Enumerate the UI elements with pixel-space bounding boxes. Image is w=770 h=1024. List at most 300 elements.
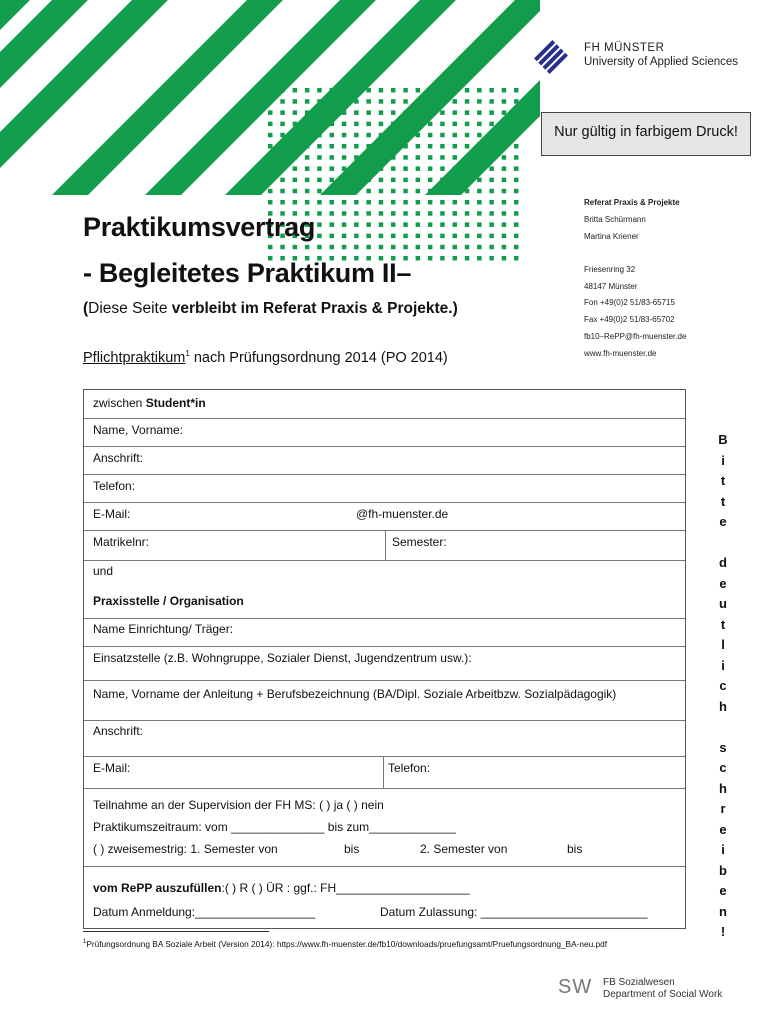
decorative-dot bbox=[465, 110, 470, 115]
field-telefon-praxis[interactable]: Telefon: bbox=[388, 761, 431, 775]
field-anschrift-praxis[interactable]: Anschrift: bbox=[93, 724, 144, 738]
decorative-dot bbox=[280, 122, 285, 127]
decorative-dot bbox=[453, 256, 458, 261]
decorative-dot bbox=[403, 211, 408, 216]
decorative-dot bbox=[293, 200, 298, 205]
contact-name2: Martina Kriener bbox=[584, 232, 639, 241]
decorative-dot bbox=[268, 144, 273, 149]
decorative-dot bbox=[305, 166, 310, 171]
decorative-dot bbox=[366, 166, 371, 171]
contact-heading: Referat Praxis & Projekte bbox=[584, 198, 680, 207]
decorative-dot bbox=[403, 166, 408, 171]
decorative-dot bbox=[391, 144, 396, 149]
zweisemestrig-second: 2. Semester von bbox=[420, 842, 508, 856]
decorative-dot bbox=[317, 189, 322, 194]
decorative-dot bbox=[416, 133, 421, 138]
decorative-dot bbox=[280, 245, 285, 250]
decorative-dot bbox=[391, 166, 396, 171]
decorative-dot bbox=[416, 234, 421, 239]
decorative-dot bbox=[440, 245, 445, 250]
decorative-dot bbox=[391, 211, 396, 216]
field-anleitung[interactable]: Name, Vorname der Anleitung + Berufsbezeichnung (BA/Dipl. Soziale Arbeitbzw. Sozialpädagogik) bbox=[93, 687, 617, 701]
decorative-dot bbox=[440, 144, 445, 149]
contact-street: Friesenring 32 bbox=[584, 265, 636, 274]
decorative-dot bbox=[428, 256, 433, 261]
decorative-dot bbox=[391, 178, 396, 183]
decorative-dot bbox=[477, 200, 482, 205]
decorative-dot bbox=[465, 144, 470, 149]
decorative-dot bbox=[293, 133, 298, 138]
decorative-dot bbox=[428, 200, 433, 205]
pflicht-label: Pflichtpraktikum bbox=[83, 349, 186, 366]
decorative-dot bbox=[502, 99, 507, 104]
decorative-dot bbox=[440, 189, 445, 194]
decorative-dot bbox=[280, 189, 285, 194]
decorative-dot bbox=[514, 88, 519, 93]
decorative-dot bbox=[280, 155, 285, 160]
decorative-dot bbox=[465, 88, 470, 93]
decorative-dot bbox=[428, 234, 433, 239]
decorative-dot bbox=[305, 88, 310, 93]
decorative-dot bbox=[489, 222, 494, 227]
decorative-dot bbox=[477, 133, 482, 138]
decorative-dot bbox=[342, 211, 347, 216]
decorative-dot bbox=[453, 189, 458, 194]
decorative-dot bbox=[268, 200, 273, 205]
decorative-dot bbox=[354, 245, 359, 250]
decorative-dot bbox=[330, 222, 335, 227]
decorative-dot bbox=[514, 178, 519, 183]
decorative-dot bbox=[489, 122, 494, 127]
contact-phone: Fon +49(0)2 51/83-65715 bbox=[584, 298, 675, 307]
decorative-dot bbox=[465, 155, 470, 160]
footnote bbox=[83, 939, 607, 949]
color-print-notice: Nur gültig in farbigem Druck! bbox=[541, 112, 751, 156]
decorative-dot bbox=[428, 245, 433, 250]
decorative-dot bbox=[268, 99, 273, 104]
vertical-letter: ! bbox=[720, 924, 726, 939]
decorative-dot bbox=[465, 133, 470, 138]
decorative-dot bbox=[416, 88, 421, 93]
pflicht-rest: nach Prüfungsordnung 2014 (PO 2014) bbox=[189, 349, 448, 366]
decorative-dot bbox=[502, 88, 507, 93]
decorative-dot bbox=[403, 200, 408, 205]
decorative-dot bbox=[428, 88, 433, 93]
decorative-dot bbox=[489, 200, 494, 205]
decorative-dot bbox=[514, 166, 519, 171]
decorative-dot bbox=[477, 245, 482, 250]
decorative-dot bbox=[293, 189, 298, 194]
zwischen-label bbox=[93, 396, 206, 410]
decorative-dot bbox=[440, 234, 445, 239]
praxisstelle-heading: Praxisstelle / Organisation bbox=[93, 594, 244, 608]
decorative-dot bbox=[379, 166, 384, 171]
decorative-dot bbox=[489, 234, 494, 239]
pflicht-line bbox=[83, 349, 448, 366]
decorative-dot bbox=[366, 178, 371, 183]
decorative-dot bbox=[317, 99, 322, 104]
decorative-dot bbox=[440, 99, 445, 104]
decorative-dot bbox=[489, 99, 494, 104]
repp-options[interactable]: :( ) R ( ) ÜR : ggf.: FH____________________ bbox=[221, 881, 470, 895]
decorative-dot bbox=[403, 144, 408, 149]
decorative-dot bbox=[379, 133, 384, 138]
decorative-dot bbox=[342, 99, 347, 104]
decorative-dot bbox=[489, 133, 494, 138]
decorative-dot bbox=[514, 144, 519, 149]
decorative-dot bbox=[293, 122, 298, 127]
decorative-dot bbox=[453, 110, 458, 115]
decorative-dot bbox=[453, 200, 458, 205]
datum-anmeldung[interactable]: Datum Anmeldung:__________________ bbox=[93, 905, 316, 919]
document-subtitle: - Begleitetes Praktikum II– bbox=[83, 258, 412, 288]
vertical-letter: e bbox=[719, 883, 727, 898]
decorative-dot bbox=[379, 200, 384, 205]
decorative-dot bbox=[416, 99, 421, 104]
vertical-letter: e bbox=[719, 575, 727, 591]
decorative-dot bbox=[379, 144, 384, 149]
decorative-dot bbox=[440, 155, 445, 160]
decorative-dot bbox=[428, 222, 433, 227]
decorative-dot bbox=[453, 88, 458, 93]
document-title: Praktikumsvertrag bbox=[83, 212, 316, 242]
decorative-dot bbox=[489, 88, 494, 93]
decorative-dot bbox=[391, 155, 396, 160]
decorative-dot bbox=[391, 200, 396, 205]
vertical-letter: i bbox=[721, 452, 725, 468]
decorative-dot bbox=[416, 122, 421, 127]
decorative-dot bbox=[366, 234, 371, 239]
decorative-dot bbox=[354, 234, 359, 239]
decorative-dot bbox=[477, 99, 482, 104]
decorative-dot bbox=[391, 99, 396, 104]
vertical-letter: t bbox=[720, 493, 726, 509]
decorative-dot bbox=[342, 88, 347, 93]
decorative-dot bbox=[428, 133, 433, 138]
decorative-dot bbox=[330, 211, 335, 216]
decorative-dot bbox=[440, 88, 445, 93]
decorative-dot bbox=[379, 99, 384, 104]
decorative-dot bbox=[465, 245, 470, 250]
decorative-dot bbox=[453, 222, 458, 227]
repp-label: vom RePP auszufüllen bbox=[93, 881, 222, 895]
decorative-dot bbox=[477, 234, 482, 239]
field-einsatzstelle[interactable]: Einsatzstelle (z.B. Wohngruppe, Sozialer Dienst, Jugendzentrum usw.): bbox=[93, 651, 472, 665]
vertical-letter: c bbox=[719, 678, 727, 693]
decorative-dot bbox=[379, 178, 384, 183]
decorative-dot bbox=[403, 222, 408, 227]
retention-note-normal: Diese Seite bbox=[88, 300, 172, 317]
field-email-praxis[interactable]: E-Mail: bbox=[93, 761, 131, 775]
decorative-dot bbox=[379, 155, 384, 160]
vertical-letter: i bbox=[721, 842, 725, 857]
decorative-dot bbox=[416, 189, 421, 194]
decorative-dot bbox=[403, 99, 408, 104]
supervision-line[interactable]: Teilnahme an der Supervision der FH MS: ( ) ja ( ) nein bbox=[93, 798, 384, 812]
decorative-dot bbox=[514, 155, 519, 160]
decorative-dot bbox=[342, 133, 347, 138]
decorative-dot bbox=[477, 155, 482, 160]
logo-line1: FH MÜNSTER bbox=[584, 42, 665, 54]
vertical-letter: s bbox=[719, 739, 727, 755]
field-matrikelnr[interactable]: Matrikelnr: bbox=[93, 535, 150, 549]
decorative-dot bbox=[465, 189, 470, 194]
decorative-dot bbox=[416, 178, 421, 183]
decorative-dot bbox=[391, 189, 396, 194]
vertical-letter: e bbox=[719, 514, 727, 529]
decorative-dot bbox=[403, 245, 408, 250]
decorative-dot bbox=[354, 222, 359, 227]
decorative-dot bbox=[354, 178, 359, 183]
decorative-dot bbox=[514, 99, 519, 104]
decorative-dot bbox=[489, 211, 494, 216]
decorative-dot bbox=[428, 99, 433, 104]
decorative-dot bbox=[342, 234, 347, 239]
decorative-dot bbox=[489, 245, 494, 250]
decorative-dot bbox=[354, 189, 359, 194]
decorative-dot bbox=[514, 256, 519, 261]
decorative-dot bbox=[403, 122, 408, 127]
decorative-dot bbox=[428, 178, 433, 183]
decorative-dot bbox=[416, 222, 421, 227]
decorative-dot bbox=[293, 155, 298, 160]
vertical-letter: B bbox=[718, 432, 728, 447]
decorative-dot bbox=[280, 178, 285, 183]
decorative-dot bbox=[366, 155, 371, 160]
decorative-dot bbox=[268, 155, 273, 160]
student-heading: Student*in bbox=[145, 396, 206, 410]
decorative-dot bbox=[502, 166, 507, 171]
decorative-dot bbox=[366, 110, 371, 115]
contact-email: fb10–RePP@fh-muenster.de bbox=[584, 332, 687, 341]
decorative-dot bbox=[317, 211, 322, 216]
decorative-dot bbox=[280, 99, 285, 104]
decorative-dot bbox=[502, 155, 507, 160]
decorative-dot bbox=[416, 144, 421, 149]
field-telefon[interactable]: Telefon: bbox=[93, 479, 136, 493]
decorative-dot bbox=[428, 189, 433, 194]
decorative-dot bbox=[317, 166, 322, 171]
decorative-dot bbox=[514, 189, 519, 194]
und-label: und bbox=[93, 564, 114, 578]
sw-logo-mark: SW bbox=[558, 976, 593, 998]
decorative-dot bbox=[502, 211, 507, 216]
decorative-dot bbox=[514, 234, 519, 239]
vertical-letter: u bbox=[719, 596, 727, 611]
decorative-dot bbox=[305, 110, 310, 115]
decorative-dot bbox=[366, 122, 371, 127]
decorative-dot bbox=[403, 110, 408, 115]
decorative-dot bbox=[342, 144, 347, 149]
decorative-dot bbox=[477, 222, 482, 227]
decorative-dot bbox=[354, 211, 359, 216]
decorative-dot bbox=[317, 178, 322, 183]
decorative-dot bbox=[502, 245, 507, 250]
field-email[interactable]: E-Mail: bbox=[93, 507, 131, 521]
decorative-dot bbox=[440, 178, 445, 183]
decorative-dot bbox=[268, 189, 273, 194]
decorative-dot bbox=[514, 200, 519, 205]
decorative-dot bbox=[477, 256, 482, 261]
decorative-dot bbox=[403, 189, 408, 194]
zeitraum-line[interactable]: Praktikumszeitraum: vom ______________ bis zum_____________ bbox=[93, 820, 456, 834]
decorative-dot bbox=[428, 166, 433, 171]
decorative-dot bbox=[354, 200, 359, 205]
decorative-dot bbox=[354, 133, 359, 138]
vertical-instruction bbox=[716, 430, 730, 943]
decorative-dot bbox=[342, 200, 347, 205]
decorative-dot bbox=[293, 245, 298, 250]
decorative-dot bbox=[453, 178, 458, 183]
decorative-dot bbox=[268, 245, 273, 250]
decorative-dot bbox=[465, 222, 470, 227]
field-name[interactable]: Name, Vorname: bbox=[93, 423, 184, 437]
zweisemestrig-bis1: bis bbox=[344, 842, 360, 856]
decorative-dot bbox=[330, 88, 335, 93]
decorative-dot bbox=[280, 88, 285, 93]
decorative-dot bbox=[453, 99, 458, 104]
decorative-dot bbox=[465, 200, 470, 205]
decorative-dot bbox=[514, 211, 519, 216]
decorative-dot bbox=[366, 99, 371, 104]
decorative-dot bbox=[465, 122, 470, 127]
decorative-dot bbox=[502, 178, 507, 183]
decorative-dot bbox=[416, 166, 421, 171]
decorative-dot bbox=[305, 133, 310, 138]
datum-zulassung[interactable]: Datum Zulassung: _________________________ bbox=[380, 905, 648, 919]
decorative-dot bbox=[280, 166, 285, 171]
decorative-dot bbox=[465, 99, 470, 104]
decorative-dot bbox=[502, 189, 507, 194]
decorative-dot bbox=[502, 110, 507, 115]
decorative-dot bbox=[477, 122, 482, 127]
zweisemestrig-bis2: bis bbox=[567, 842, 583, 856]
vertical-letter: t bbox=[720, 616, 726, 632]
decorative-dot bbox=[502, 144, 507, 149]
decorative-dot bbox=[317, 122, 322, 127]
decorative-dot bbox=[440, 122, 445, 127]
contact-city: 48147 Münster bbox=[584, 282, 638, 291]
decorative-dot bbox=[366, 211, 371, 216]
decorative-dot bbox=[403, 155, 408, 160]
decorative-dot bbox=[330, 122, 335, 127]
decorative-dot bbox=[305, 155, 310, 160]
decorative-dot bbox=[403, 88, 408, 93]
decorative-dot bbox=[330, 99, 335, 104]
decorative-dot bbox=[416, 245, 421, 250]
vertical-letter: h bbox=[719, 698, 727, 714]
decorative-dot bbox=[330, 144, 335, 149]
decorative-dot bbox=[293, 110, 298, 115]
decorative-dot bbox=[268, 122, 273, 127]
decorative-dot bbox=[440, 200, 445, 205]
decorative-dot bbox=[428, 110, 433, 115]
field-einrichtung[interactable]: Name Einrichtung/ Träger: bbox=[93, 622, 234, 636]
retention-note-paren: ( bbox=[83, 300, 89, 317]
decorative-dot bbox=[342, 110, 347, 115]
decorative-dot bbox=[440, 166, 445, 171]
decorative-dot bbox=[514, 110, 519, 115]
decorative-dot bbox=[366, 144, 371, 149]
decorative-dot bbox=[428, 122, 433, 127]
contract-form bbox=[83, 389, 686, 929]
decorative-dot bbox=[354, 88, 359, 93]
field-semester[interactable]: Semester: bbox=[392, 535, 447, 549]
decorative-dot bbox=[317, 144, 322, 149]
decorative-dot bbox=[330, 200, 335, 205]
decorative-dot bbox=[280, 110, 285, 115]
decorative-dot bbox=[391, 122, 396, 127]
footnote-mark: 1 bbox=[83, 939, 87, 946]
decorative-dot bbox=[477, 211, 482, 216]
vertical-letter: b bbox=[719, 862, 727, 878]
decorative-dot bbox=[330, 189, 335, 194]
decorative-dot bbox=[317, 88, 322, 93]
decorative-dot bbox=[268, 166, 273, 171]
decorative-dot bbox=[440, 256, 445, 261]
decorative-dot bbox=[416, 155, 421, 160]
logo-line2: University of Applied Sciences bbox=[584, 56, 739, 68]
decorative-dot bbox=[453, 166, 458, 171]
vertical-letter: n bbox=[719, 903, 727, 919]
decorative-dot bbox=[293, 88, 298, 93]
decorative-dot bbox=[391, 88, 396, 93]
decorative-dot bbox=[305, 122, 310, 127]
decorative-dot bbox=[366, 133, 371, 138]
decorative-dot bbox=[317, 110, 322, 115]
decorative-dot bbox=[342, 178, 347, 183]
decorative-dot bbox=[354, 155, 359, 160]
decorative-dot bbox=[477, 166, 482, 171]
decorative-dot bbox=[305, 245, 310, 250]
decorative-dot bbox=[366, 245, 371, 250]
decorative-dot bbox=[416, 211, 421, 216]
decorative-dot bbox=[330, 234, 335, 239]
decorative-dot bbox=[502, 222, 507, 227]
decorative-dot bbox=[330, 245, 335, 250]
decorative-dot bbox=[354, 166, 359, 171]
decorative-dot bbox=[514, 122, 519, 127]
decorative-dot bbox=[391, 222, 396, 227]
decorative-dot bbox=[280, 144, 285, 149]
vertical-letter bbox=[716, 717, 730, 738]
field-anschrift[interactable]: Anschrift: bbox=[93, 451, 144, 465]
fh-muenster-logo bbox=[534, 38, 764, 78]
decorative-dot bbox=[477, 110, 482, 115]
vertical-letter: l bbox=[721, 637, 725, 652]
decorative-dot bbox=[317, 133, 322, 138]
retention-note-bold: verbleibt im Referat Praxis & Projekte.) bbox=[171, 300, 458, 317]
vertical-letter: e bbox=[719, 821, 727, 837]
decorative-dot bbox=[354, 144, 359, 149]
decorative-dot bbox=[293, 178, 298, 183]
decorative-dot bbox=[330, 155, 335, 160]
vertical-letter: c bbox=[719, 760, 727, 775]
decorative-dot bbox=[268, 178, 273, 183]
decorative-dot bbox=[293, 144, 298, 149]
decorative-dot bbox=[366, 88, 371, 93]
decorative-dot bbox=[489, 110, 494, 115]
decorative-dot bbox=[477, 144, 482, 149]
decorative-dot bbox=[465, 234, 470, 239]
decorative-dot bbox=[391, 234, 396, 239]
decorative-dot bbox=[305, 178, 310, 183]
decorative-dot bbox=[403, 178, 408, 183]
zweisemestrig-line[interactable]: ( ) zweisemestrig: 1. Semester von bbox=[93, 842, 278, 856]
vertical-letter: t bbox=[720, 473, 726, 488]
decorative-dot bbox=[342, 245, 347, 250]
decorative-dot bbox=[342, 122, 347, 127]
